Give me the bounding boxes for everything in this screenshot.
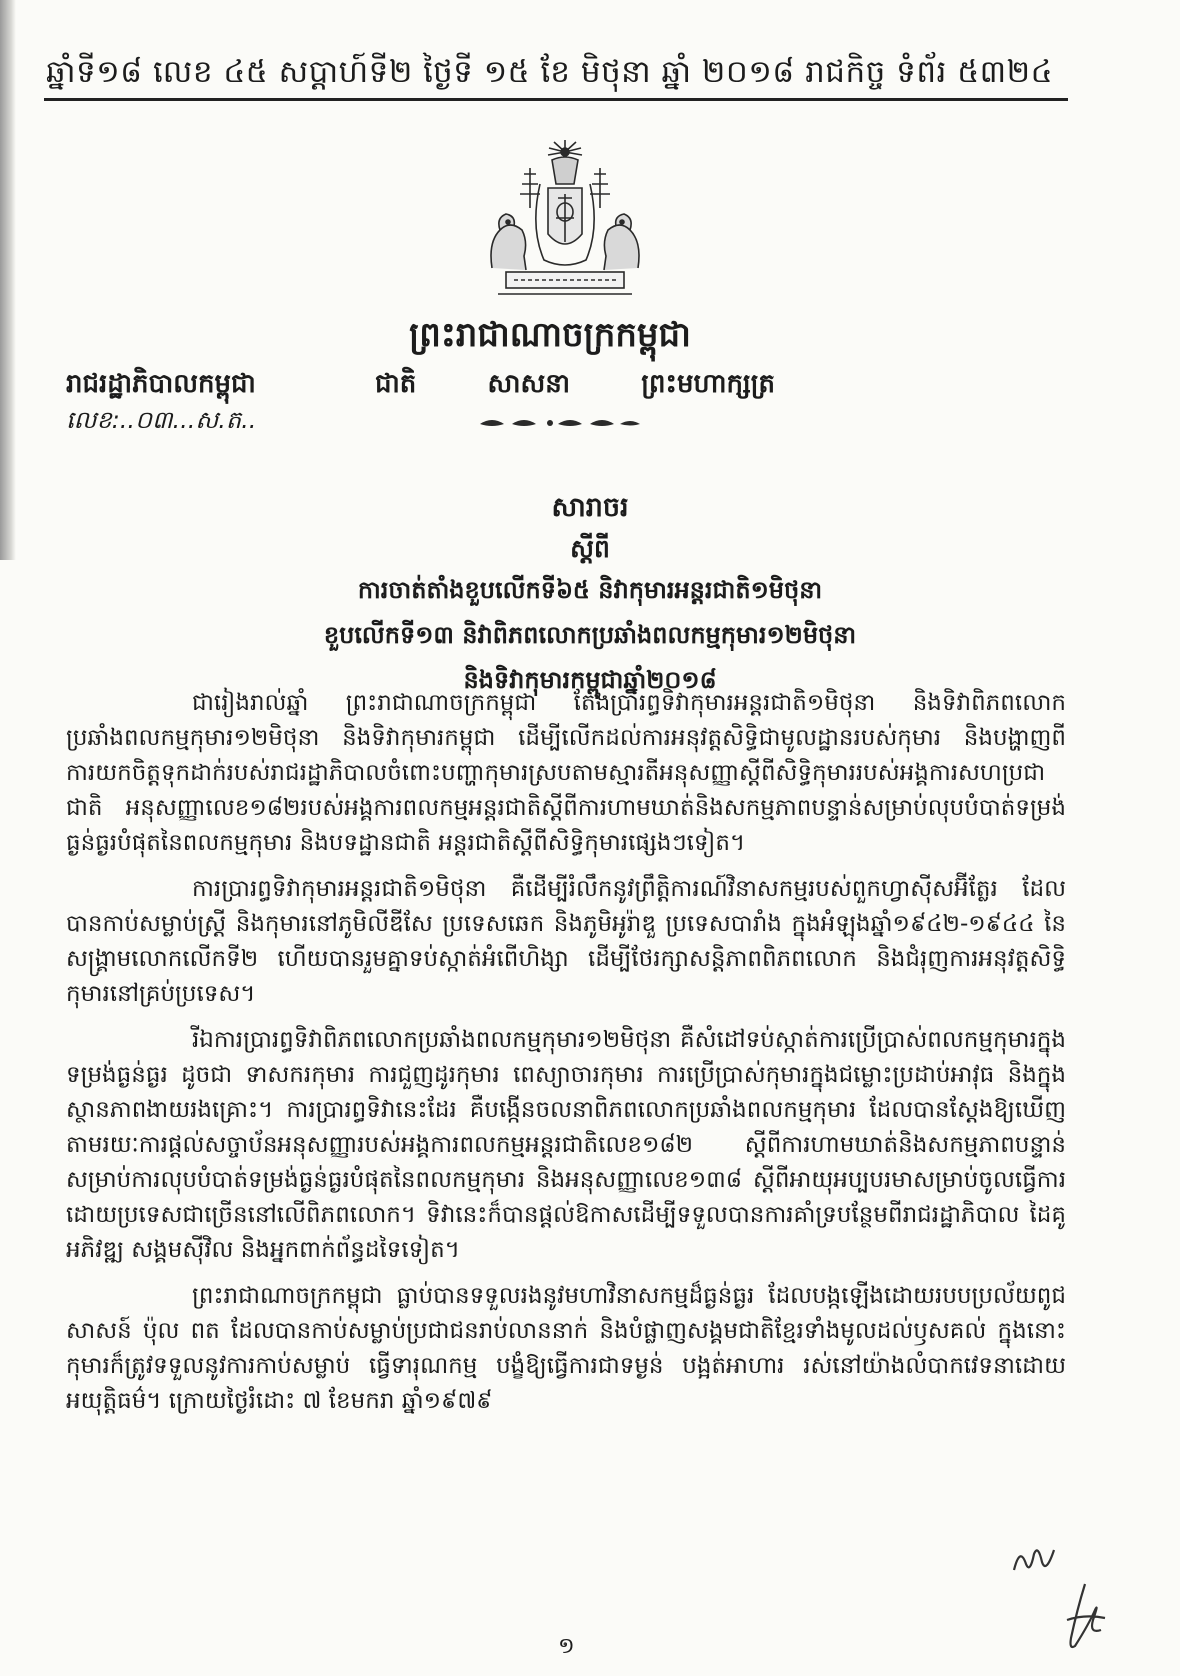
motto-king: ព្រះមហាក្សត្រ bbox=[641, 369, 775, 399]
signature bbox=[1055, 1580, 1115, 1656]
body-paragraph: ជារៀងរាល់ឆ្នាំ ព្រះរាជាណាចក្រកម្ពុជា តែងប្រារព្ធទិវាកុមារអន្តរជាតិ១មិថុនា និងទិវាពិភពលោកប្រឆាំងពលកម្មកុមារ១២មិថុនា និងទិវាកុមារកម្ពុជា ដើម្បីលើកដល់ការអនុវត្តសិទ្ធិជាមូលដ្ឋានរបស់កុមារ និងបង្ហាញពីការយកចិត្តទុកដាក់របស់រាជរដ្ឋាភិបាលចំពោះបញ្ហាកុមារស្របតាមស្មារតីអនុសញ្ញាស្តីពីសិទ្ធិកុមាររបស់អង្គការសហប្រជាជាតិ អនុសញ្ញាលេខ១៨២របស់អង្គការពលកម្មអន្តរជាតិស្តីពីការហាមឃាត់និងសកម្មភាពបន្ទាន់សម្រាប់លុបបំបាត់ទម្រង់ធ្ងន់ធ្ងរបំផុតនៃពលកម្មកុមារ និងបទដ្ឋានជាតិ អន្តរជាតិស្តីពីសិទ្ធិកុមារផ្សេងៗទៀត។ bbox=[66, 690, 1066, 856]
subject-prefix: ស្តីពី bbox=[570, 534, 610, 563]
document-title-block bbox=[200, 486, 980, 703]
body-paragraph: ការប្រារព្ធទិវាកុមារអន្តរជាតិ១មិថុនា គឺដើម្បីរំលឹកនូវព្រឹត្តិការណ៍វិនាសកម្មរបស់ពួកហ្វាស៊ីសអ៊ីត្លែរ ដែលបានកាប់សម្លាប់ស្ត្រី និងកុមារនៅភូមិលីឌីសែ ប្រទេសឆេក និងភូមិអូរ៉ាឌួ ប្រទេសបារាំង ក្នុងអំឡុងឆ្នាំ១៩៤២-១៩៤៤ នៃសង្គ្រាមលោកលើកទី២ ហើយបានរួមគ្នាទប់ស្កាត់អំពើហិង្សា ដើម្បីថែរក្សាសន្តិភាពពិភពលោក និងជំរុញការអនុវត្តសិទ្ធិកុមារនៅគ្រប់ប្រទេស។ bbox=[66, 876, 1066, 1007]
margin-initial-mark bbox=[1010, 1540, 1060, 1580]
page-number: ១ bbox=[558, 1634, 575, 1659]
title-line: និងទិវាកុមារកម្ពុជាឆ្នាំ២០១៨ bbox=[463, 666, 717, 694]
royal-emblem bbox=[470, 138, 660, 308]
motto-religion: សាសនា bbox=[487, 369, 571, 399]
body-paragraph: រីឯការប្រារព្ធទិវាពិភពលោកប្រឆាំងពលកម្មកុមារ១២មិថុនា គឺសំដៅទប់ស្កាត់ការប្រើប្រាស់ពលកម្មកុមារក្នុងទម្រង់ធ្ងន់ធ្ងរ ដូចជា ទាសករកុមារ ការជួញដូរកុមារ ពេស្យាចារកុមារ ការប្រើប្រាស់កុមារក្នុងជម្លោះប្រដាប់អាវុធ និងក្នុងស្ថានភាពងាយរងគ្រោះ។ ការប្រារព្ធទិវានេះដែរ គឺបង្កើនចលនាពិភពលោកប្រឆាំងពលកម្មកុមារ ដែលបានស្តែងឱ្យឃើញតាមរយៈការផ្តល់សច្ចាប័នអនុសញ្ញារបស់អង្គការពលកម្មអន្តរជាតិលេខ១៨២ ស្តីពីការហាមឃាត់និងសកម្មភាពបន្ទាន់សម្រាប់ការលុបបំបាត់ទម្រង់ធ្ងន់ធ្ងរបំផុតនៃពលកម្មកុមារ និងអនុសញ្ញាលេខ១៣៨ ស្តីពីអាយុអប្បបរមាសម្រាប់ចូលធ្វើការដោយប្រទេសជាច្រើននៅលើពិភពលោក។ ទិវានេះក៏បានផ្តល់ឱកាសដើម្បីទទួលបានការគាំទ្របន្ថែមពីរាជរដ្ឋាភិបាល ដៃគូអភិវឌ្ឍ សង្គមស៊ីវិល និងអ្នកពាក់ព័ន្ធដទៃទៀត។ bbox=[66, 1027, 1066, 1263]
document-body bbox=[66, 686, 1066, 1430]
title-line: ខួបលើកទី១៣ និវាពិភពលោកប្រឆាំងពលកម្មកុមារ១២មិថុនា bbox=[323, 621, 857, 649]
title-line: ការចាត់តាំងខួបលើកទី៦៥ និវាកុមារអន្តរជាតិ១មិថុនា bbox=[357, 576, 823, 604]
binding-shadow bbox=[0, 0, 16, 560]
header-rule bbox=[44, 98, 1068, 101]
national-motto bbox=[375, 365, 775, 403]
motto-nation: ជាតិ bbox=[375, 369, 417, 399]
document-type: សារាចរ bbox=[551, 492, 629, 523]
issuing-government: រាជរដ្ឋាភិបាលកម្ពុជា bbox=[66, 369, 256, 399]
body-paragraph: ព្រះរាជាណាចក្រកម្ពុជា ធ្លាប់បានទទួលរងនូវមហាវិនាសកម្មដ៏ធ្ងន់ធ្ងរ ដែលបង្កឡើងដោយរបបប្រល័យពូជសាសន៍ ប៉ុល ពត ដែលបានកាប់សម្លាប់ប្រជាជនរាប់លាននាក់ និងបំផ្លាញសង្គមជាតិខ្មែរទាំងមូលដល់ឫសគល់ ក្នុងនោះកុមារក៏ត្រូវទទួលនូវការកាប់សម្លាប់ ធ្វើទារុណកម្ម បង្ខំឱ្យធ្វើការជាទម្ងន់ បង្អត់អាហារ រស់នៅយ៉ាងលំបាកវេទនាដោយអយុត្តិធម៌។ ក្រោយថ្ងៃរំដោះ ៧ ខែមករា ឆ្នាំ១៩៧៩ bbox=[66, 1283, 1066, 1414]
kingdom-title: ព្រះរាជាណាចក្រកម្ពុជា bbox=[409, 315, 691, 355]
divider-ornament bbox=[470, 412, 650, 434]
gazette-header: ឆ្នាំទី១៨ លេខ ៤៥ សប្តាហ៍ទី២ ថ្ងៃទី ១៥ ខែ មិថុនា ឆ្នាំ ២០១៨ រាជកិច្ច ទំព័រ ៥៣២៤ bbox=[46, 54, 1054, 90]
reference-number: លេខ:..០៣...ស.ត.. bbox=[66, 406, 257, 434]
